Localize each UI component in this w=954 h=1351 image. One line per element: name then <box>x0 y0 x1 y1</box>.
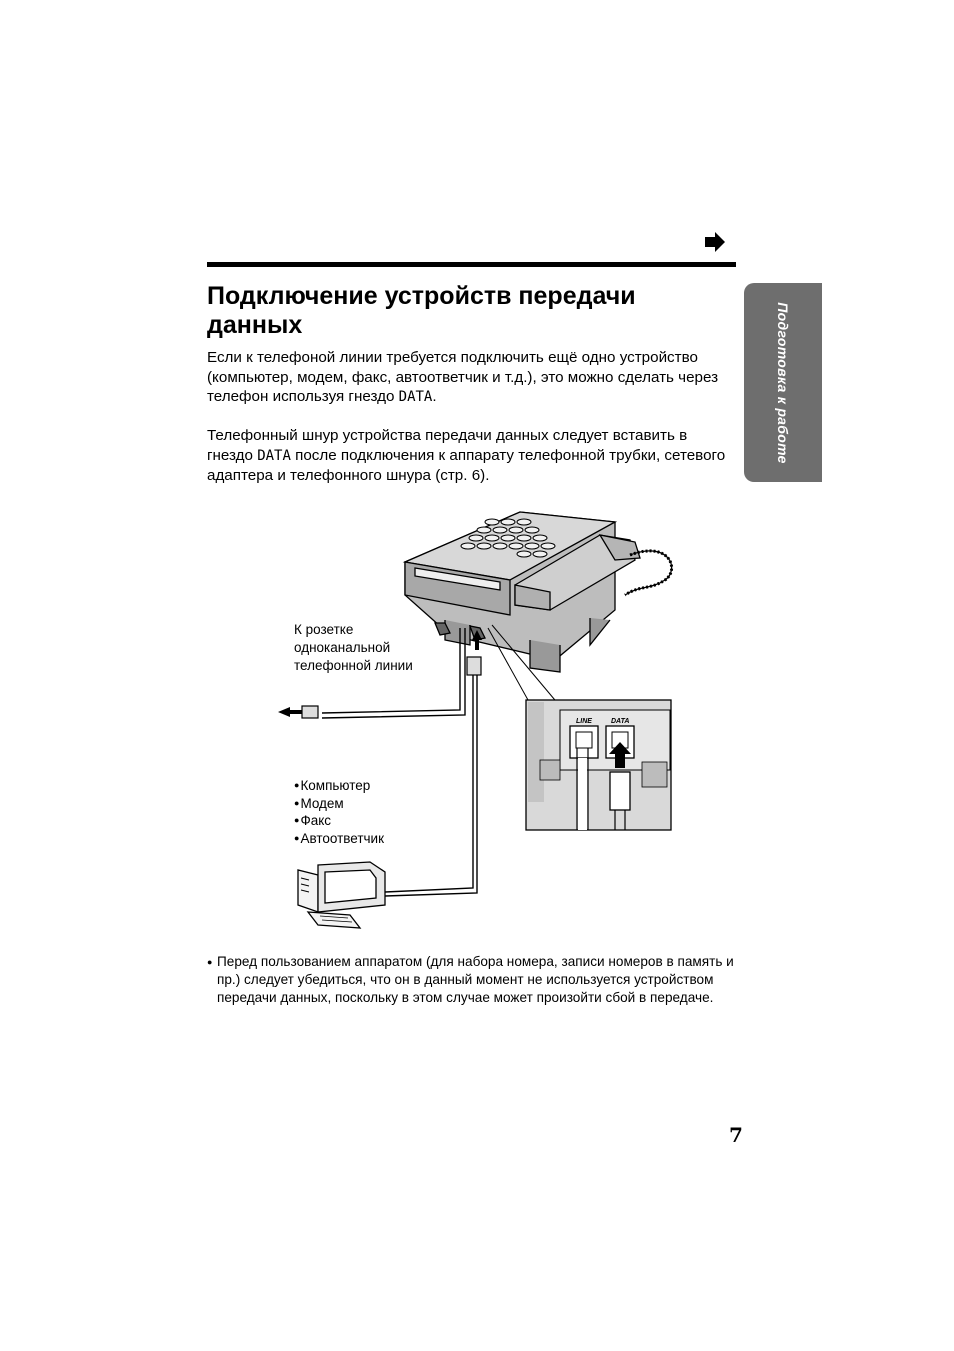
list-item: ● Автоответчик <box>294 830 434 848</box>
list-item: ● Компьютер <box>294 777 434 795</box>
intro-paragraph: Если к телефоной линии требуется подключить ещё одно устройство (компьютер, модем, факс, автоответчик и т.д.), это можно сделать через телефон используя гнездо DATA. <box>207 349 719 405</box>
usage-note-text: Перед пользованием аппаратом (для набора номера, записи номеров в память и пр.) следует убедиться, что он в данный момент не используется устройством передачи данных, поскольку в этом случае может произойти сбой в передаче. <box>217 954 734 1005</box>
jack-detail-inset <box>526 700 671 830</box>
device-list <box>294 777 434 848</box>
connection-diagram <box>270 500 690 940</box>
section-tab-label: Подготовка к работе <box>775 301 791 464</box>
section-tab <box>744 283 822 482</box>
usage-note <box>207 953 737 1006</box>
telephone-illustration <box>405 512 672 672</box>
list-item: ● Факс <box>294 812 434 830</box>
list-item: ● Модем <box>294 795 434 813</box>
instruction-paragraph: Телефонный шнур устройства передачи данных следует вставить в гнездо DATA после подключения к аппарату телефонной трубки, сетевого адаптера и телефонного шнура (стр. 6). <box>207 427 726 484</box>
wall-socket-label: К розетке одноканальной телефонной линии <box>294 622 413 673</box>
page-number: 7 <box>729 1123 743 1147</box>
modular-plug-icon <box>610 772 630 810</box>
computer-icon <box>298 862 385 928</box>
next-page-arrow-icon <box>704 232 726 252</box>
data-jack-name: DATA <box>398 389 433 405</box>
line-jack-label: LINE <box>576 718 592 725</box>
wall-plug-icon <box>278 706 318 718</box>
page-title: Подключение устройств передачи данных <box>207 282 636 339</box>
data-jack-name: DATA <box>257 447 291 464</box>
data-jack-label: DATA <box>611 718 630 725</box>
bullet-icon: ● <box>207 957 213 967</box>
header-rule <box>207 262 736 267</box>
